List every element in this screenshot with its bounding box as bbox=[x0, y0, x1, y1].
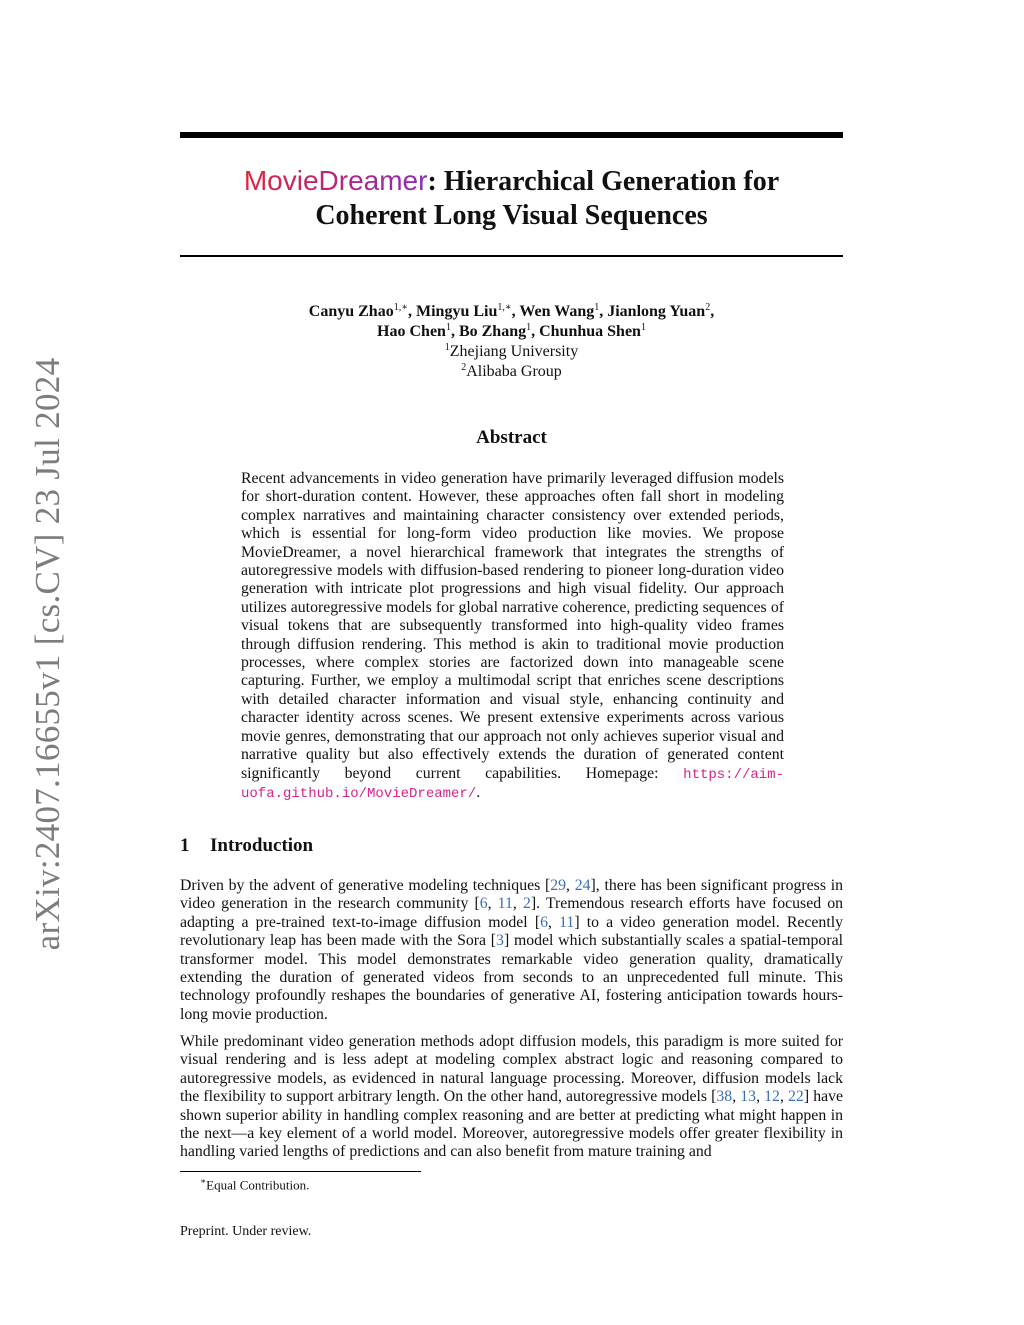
title-bottom-rule bbox=[180, 255, 843, 257]
citation-link[interactable]: 13 bbox=[740, 1088, 757, 1106]
footnote: ∗Equal Contribution. bbox=[200, 1176, 310, 1193]
author-affiliation-mark: 1,∗ bbox=[393, 302, 408, 313]
affiliation-1: $^1$Zhejiang University bbox=[444, 342, 579, 360]
title-brand-name: MovieDreamer bbox=[243, 165, 428, 196]
citation-link[interactable]: 22 bbox=[788, 1088, 804, 1106]
footnote-rule bbox=[180, 1171, 421, 1172]
citation-link[interactable]: 38 bbox=[716, 1088, 733, 1106]
paper-title bbox=[180, 164, 843, 233]
author-name: Canyu Zhao bbox=[308, 303, 394, 320]
arxiv-sidebar-stamp bbox=[26, 357, 70, 951]
abstract-body: Recent advancements in video generation have primarily leveraged diffusion models for short-duration content. However, these approaches often fall short in modeling complex narratives and maintaining character consistency over extended periods, which is essential for long-form video production like movies. We propose MovieDreamer, a novel hierarchical framework that integrates the strengths of autoregressive models with diffusion-based rendering to pioneer long-duration video generation with intricate plot progressions and high visual fidelity. Our approach utilizes autoregressive models for global narrative coherence, predicting sequences of visual tokens that are subsequently transformed into high-quality video frames through diffusion rendering. This method is akin to traditional movie production processes, where complex stories are factorized down into manageable scene capturing. Further, we employ a multimodal script that enriches scene descriptions with detailed character information and visual style, enhancing continuity and character identity across scenes. We present extensive experiments across various movie genres, demonstrating that our approach not only achieves superior visual and narrative quality but also effectively extends the duration of generated content significantly beyond current capabilities. Homepage: https://aim-uofa.github.io/MovieDreamer/. bbox=[241, 470, 784, 802]
footer-status: Preprint. Under review. bbox=[180, 1224, 312, 1239]
abstract-text: Recent advancements in video generation have primarily leveraged diffusion models for short-duration content. However, these approaches often fall short in modeling complex narratives and maintaining character consistency over extended periods, which is essential for long-form video production like movies. We propose MovieDreamer, a novel hierarchical framework that integrates the strengths of autoregressive models with diffusion-based rendering to pioneer long-duration video generation with intricate plot progressions and high visual fidelity. Our approach utilizes autoregressive models for global narrative coherence, predicting sequences of visual tokens that are subsequently transformed into high-quality video frames through diffusion rendering. This method is akin to traditional movie production processes, where complex stories are factorized down into manageable scene capturing. Further, we employ a multimodal script that enriches scene descriptions with detailed character information and visual style, enhancing continuity and character identity across scenes. We present extensive experiments across various movie genres, demonstrating that our approach not only achieves superior visual and narrative quality but also effectively extends the duration of generated content significantly beyond current capabilities. Homepage: bbox=[241, 470, 784, 782]
section-number: 1 bbox=[180, 835, 190, 856]
section-heading-introduction bbox=[180, 835, 313, 857]
citation-link[interactable]: 11 bbox=[497, 895, 513, 913]
citation-link[interactable]: 24 bbox=[574, 877, 591, 894]
title-line-1-rest: : Hierarchical Generation for bbox=[427, 166, 780, 197]
author-affiliation-mark: 1,∗ bbox=[497, 302, 512, 313]
author-names-line-1: Canyu Zhao$^{1,∗}$, Mingyu Liu$^{1,∗}$, Wen Wang$^1$, Jianlong Yuan$^2$, bbox=[308, 302, 715, 320]
citation-link[interactable]: 2 bbox=[522, 895, 531, 913]
title-line-1 bbox=[180, 164, 843, 199]
author-name: Wen Wang bbox=[519, 303, 595, 320]
intro-paragraph-1: Driven by the advent of generative modeling techniques [29, 24], there has been significant progress in video generation in the research community [6, 11, 2]. Tremendous research efforts have focused on adapting a pre-trained text-to-image diffusion model [6, 11] to a video generation model. Recently revolutionary leap has been made with the Sora [3] model which substantially scales a spatial-temporal transformer model. This model demonstrates remarkable video generation quality, dramatically extending the duration of generated videos from seconds to an unprecedented full minute. This technology profoundly reshapes the boundaries of generative AI, fostering anticipation towards hours-long movie production. bbox=[180, 877, 844, 1023]
author-name: Chunhua Shen bbox=[539, 323, 641, 340]
author-name: Jianlong Yuan bbox=[607, 303, 706, 320]
affiliation-2: $^2$Alibaba Group bbox=[461, 362, 562, 380]
homepage-link[interactable]: https://aim-uofa.github.io/MovieDreamer/ bbox=[241, 766, 784, 802]
citation-link[interactable]: 11 bbox=[559, 913, 575, 931]
citation-link[interactable]: 3 bbox=[496, 932, 504, 950]
author-affiliation-mark: 2 bbox=[705, 302, 711, 313]
citation-link[interactable]: 6 bbox=[540, 913, 548, 931]
author-name: Mingyu Liu bbox=[416, 303, 498, 320]
citation-link[interactable]: 29 bbox=[550, 877, 567, 894]
title-line-2: Coherent Long Visual Sequences bbox=[315, 200, 708, 231]
author-affiliation-mark: 1 bbox=[526, 322, 532, 333]
author-name: Hao Chen bbox=[377, 323, 446, 340]
author-affiliation-mark: 1 bbox=[445, 322, 451, 333]
citation-link[interactable]: 12 bbox=[764, 1088, 780, 1106]
author-names-line-2: Hao Chen$^1$, Bo Zhang$^1$, Chunhua Shen$^1$ bbox=[377, 322, 646, 340]
author-affiliation-mark: 1 bbox=[640, 322, 646, 333]
citation-link[interactable]: 6 bbox=[479, 895, 488, 913]
intro-paragraph-2: While predominant video generation methods adopt diffusion models, this paradigm is more suited for visual rendering and is less adept at modeling complex abstract logic and reasoning compared to autoregressive models, as evidenced in natural language processing. Moreover, diffusion models lack the flexibility to support arbitrary length. On the other hand, autoregressive models [38, 13, 12, 22] have shown superior ability in handling complex reasoning and are better at predicting what might happen in the next—a key element of a world model. Moreover, autoregressive models offer greater flexibility in handling varied lengths of predictions and can also benefit from mature training and bbox=[180, 1033, 844, 1161]
title-top-rule bbox=[180, 132, 843, 138]
author-affiliation-mark: 1 bbox=[594, 302, 600, 313]
abstract-heading: Abstract bbox=[476, 427, 547, 448]
author-name: Bo Zhang bbox=[458, 323, 527, 340]
section-title: Introduction bbox=[210, 835, 314, 856]
author-block bbox=[180, 302, 843, 382]
arxiv-identifier: arXiv:2407.16655v1 [cs.CV] 23 Jul 2024 bbox=[28, 357, 67, 951]
